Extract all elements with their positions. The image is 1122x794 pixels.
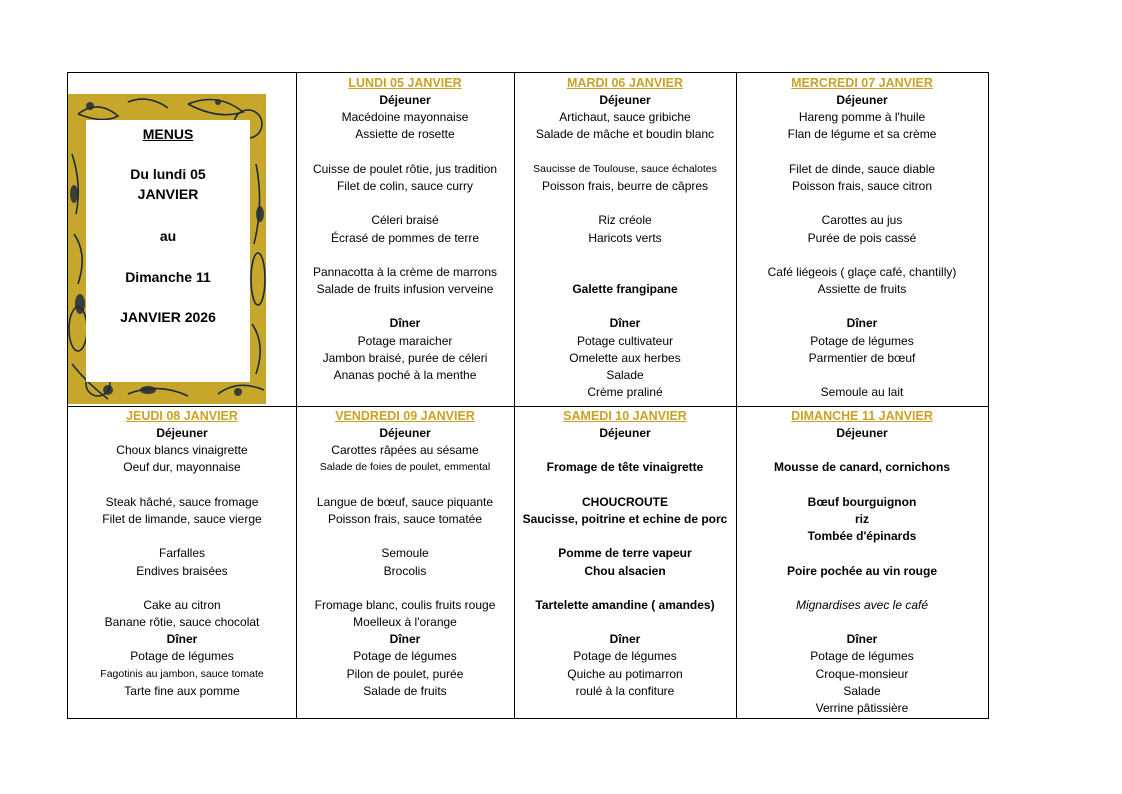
menu-item: Farfalles bbox=[158, 546, 205, 561]
day-cell-lundi bbox=[296, 74, 514, 384]
menu-item: Tarte fine aux pomme bbox=[124, 683, 240, 698]
day-cell-dimanche bbox=[736, 407, 988, 717]
menu-item: Flan de légume et sa crème bbox=[787, 127, 937, 142]
menu-spacer bbox=[736, 477, 988, 494]
menu-item: Semoule au lait bbox=[820, 385, 904, 400]
menu-item: Fromage blanc, coulis fruits rouge bbox=[314, 597, 496, 612]
menu-spacer bbox=[296, 298, 514, 315]
menu-item: Endives braisées bbox=[136, 563, 228, 578]
menu-spacer bbox=[514, 477, 736, 494]
menu-item: Dîner bbox=[166, 632, 198, 647]
cover-title: MENUS bbox=[142, 126, 194, 142]
menu-spacer bbox=[514, 195, 736, 212]
menu-spacer bbox=[736, 298, 988, 315]
menu-item: Cuisse de poulet rôtie, jus tradition bbox=[312, 161, 498, 176]
day-menu bbox=[296, 92, 514, 384]
menu-item: Déjeuner bbox=[599, 93, 651, 107]
menu-item: Ananas poché à la menthe bbox=[333, 368, 477, 382]
menu-item: Potage cultivateur bbox=[576, 333, 674, 348]
menu-spacer bbox=[514, 442, 736, 459]
menu-item: Poisson frais, beurre de câpres bbox=[541, 178, 709, 193]
menu-item: Langue de bœuf, sauce piquante bbox=[316, 494, 494, 509]
menu-item: Saucisse de Toulouse, sauce échalotes bbox=[533, 162, 717, 175]
menu-item: Potage de légumes bbox=[130, 649, 234, 664]
menu-item: Hareng pomme à l'huile bbox=[798, 110, 926, 125]
cover-date-from-month: JANVIER bbox=[137, 186, 199, 202]
menu-item: Filet de colin, sauce curry bbox=[336, 178, 474, 193]
menu-item: Carottes au jus bbox=[821, 213, 903, 228]
menu-item: Filet de dinde, sauce diable bbox=[788, 161, 936, 176]
menu-item: Déjeuner bbox=[836, 426, 888, 440]
menu-item: Salade de foies de poulet, emmental bbox=[319, 461, 491, 474]
menu-item: Salade de fruits infusion verveine bbox=[316, 282, 494, 297]
menu-spacer bbox=[296, 580, 514, 597]
menu-item: Saucisse, poitrine et echine de porc bbox=[522, 511, 728, 526]
menu-item: Quiche au potimarron bbox=[567, 666, 683, 681]
menu-spacer bbox=[736, 367, 988, 384]
menu-item: Café liégeois ( glaçe café, chantilly) bbox=[767, 264, 957, 279]
menu-item: Pilon de poulet, purée bbox=[346, 666, 464, 681]
menu-item: Oeuf dur, mayonnaise bbox=[123, 460, 241, 475]
menu-item: Mousse de canard, cornichons bbox=[773, 460, 951, 475]
menu-spacer bbox=[68, 528, 296, 545]
day-heading: LUNDI 05 JANVIER bbox=[348, 76, 462, 90]
menu-item: Potage maraicher bbox=[357, 333, 453, 348]
menu-item: Poisson frais, sauce citron bbox=[791, 178, 933, 193]
day-menu bbox=[296, 425, 514, 700]
day-cell-samedi bbox=[514, 407, 736, 700]
menu-spacer bbox=[514, 264, 736, 281]
day-menu bbox=[68, 425, 296, 700]
menu-spacer bbox=[296, 528, 514, 545]
menu-spacer bbox=[514, 528, 736, 545]
menu-item: Banane rôtie, sauce chocolat bbox=[104, 615, 260, 630]
menu-item: Déjeuner bbox=[379, 93, 431, 107]
menu-item: Dîner bbox=[389, 316, 421, 331]
menu-item: Semoule bbox=[381, 546, 429, 561]
day-heading: VENDREDI 09 JANVIER bbox=[335, 409, 475, 423]
menu-item: Omelette aux herbes bbox=[569, 350, 681, 365]
day-heading: SAMEDI 10 JANVIER bbox=[563, 409, 687, 423]
menu-item: Salade bbox=[606, 368, 644, 382]
cover-date-to: Dimanche 11 bbox=[125, 269, 211, 285]
day-heading: DIMANCHE 11 JANVIER bbox=[791, 409, 933, 423]
menu-item: Fromage de tête vinaigrette bbox=[546, 460, 704, 475]
menu-item: Galette frangipane bbox=[572, 282, 678, 297]
menu-item: Déjeuner bbox=[599, 426, 651, 440]
menu-item: Jambon braisé, purée de céleri bbox=[322, 350, 488, 365]
menu-spacer bbox=[514, 247, 736, 264]
menu-item: Bœuf bourguignon bbox=[807, 494, 917, 509]
day-menu bbox=[736, 425, 988, 717]
menu-item: Purée de pois cassé bbox=[807, 230, 917, 245]
menu-item: Céleri braisé bbox=[371, 213, 439, 228]
day-menu bbox=[736, 92, 988, 401]
day-cell-mercredi bbox=[736, 74, 988, 401]
day-menu bbox=[514, 92, 736, 401]
menu-spacer bbox=[736, 442, 988, 459]
day-heading: MARDI 06 JANVIER bbox=[567, 76, 683, 90]
menu-item: Parmentier de bœuf bbox=[808, 350, 916, 365]
menu-spacer bbox=[296, 144, 514, 161]
menu-spacer bbox=[514, 580, 736, 597]
day-heading: JEUDI 08 JANVIER bbox=[126, 409, 238, 423]
menu-item: Salade de mâche et boudin blanc bbox=[535, 127, 715, 142]
cover-au: au bbox=[159, 228, 177, 244]
menu-item: Potage de légumes bbox=[353, 649, 457, 664]
menu-item: Chou alsacien bbox=[584, 563, 666, 578]
menu-item: Brocolis bbox=[383, 563, 427, 578]
menu-item: Dîner bbox=[609, 316, 641, 331]
menu-item: Fagotinis au jambon, sauce tomate bbox=[100, 667, 264, 680]
menu-item: Pannacotta à la crème de marrons bbox=[312, 264, 498, 279]
menu-item: Haricots verts bbox=[588, 230, 662, 245]
day-cell-mardi bbox=[514, 74, 736, 401]
menu-item: Steak hâché, sauce fromage bbox=[105, 494, 259, 509]
menu-item: Riz créole bbox=[598, 213, 652, 228]
menu-item: Salade de fruits bbox=[363, 683, 447, 698]
menu-item: Choux blancs vinaigrette bbox=[116, 443, 248, 458]
menu-item: Dîner bbox=[609, 632, 641, 647]
menu-item: roulé à la confiture bbox=[575, 683, 675, 698]
day-cell-vendredi bbox=[296, 407, 514, 700]
menu-item: Assiette de rosette bbox=[355, 127, 455, 142]
menu-spacer bbox=[68, 477, 296, 494]
menu-spacer bbox=[296, 247, 514, 264]
menu-spacer bbox=[514, 298, 736, 315]
menu-item: Tombée d'épinards bbox=[807, 529, 917, 544]
menu-item: Dîner bbox=[389, 632, 421, 647]
menu-item: Écrasé de pommes de terre bbox=[330, 230, 480, 245]
menu-item: Déjeuner bbox=[156, 426, 208, 440]
menu-item: Crème praliné bbox=[587, 385, 663, 400]
cover-date-to-month: JANVIER 2026 bbox=[120, 309, 216, 325]
menu-spacer bbox=[736, 614, 988, 631]
menu-item: Salade bbox=[843, 683, 881, 698]
day-cell-jeudi bbox=[68, 407, 296, 700]
menu-spacer bbox=[514, 614, 736, 631]
menu-spacer bbox=[296, 477, 514, 494]
menu-item: Artichaut, sauce gribiche bbox=[559, 110, 691, 125]
menu-spacer bbox=[736, 247, 988, 264]
menu-spacer bbox=[514, 144, 736, 161]
menu-item: Pomme de terre vapeur bbox=[558, 546, 692, 561]
menu-item: Croque-monsieur bbox=[815, 666, 909, 681]
menu-item: Moelleux à l'orange bbox=[353, 615, 457, 630]
menu-spacer bbox=[736, 144, 988, 161]
menu-item: Dîner bbox=[846, 632, 878, 647]
menu-item: Dîner bbox=[846, 316, 878, 331]
menu-item: Déjeuner bbox=[379, 426, 431, 440]
menu-item: Potage de légumes bbox=[810, 333, 914, 348]
menu-spacer bbox=[736, 545, 988, 562]
menu-item: riz bbox=[854, 511, 869, 526]
menu-item: Cake au citron bbox=[143, 597, 221, 612]
menu-item: Potage de légumes bbox=[810, 649, 914, 664]
menu-item: Poire pochée au vin rouge bbox=[786, 563, 938, 578]
menu-spacer bbox=[296, 195, 514, 212]
menu-item: Carottes râpées au sésame bbox=[331, 443, 479, 458]
menu-spacer bbox=[68, 580, 296, 597]
menu-item: Verrine pâtissière bbox=[815, 701, 909, 715]
menu-item: Mignardises avec le café bbox=[795, 597, 929, 612]
menu-item: Macédoine mayonnaise bbox=[341, 110, 469, 125]
menu-item: Tartelette amandine ( amandes) bbox=[535, 597, 715, 612]
menu-item: Filet de limande, sauce vierge bbox=[102, 511, 262, 526]
menu-item: Déjeuner bbox=[836, 93, 888, 107]
day-heading: MERCREDI 07 JANVIER bbox=[791, 76, 933, 90]
menu-spacer bbox=[736, 580, 988, 597]
day-menu bbox=[514, 425, 736, 700]
menu-item: Poisson frais, sauce tomatée bbox=[327, 511, 483, 526]
menu-item: Assiette de fruits bbox=[817, 282, 907, 297]
menu-item: Potage de légumes bbox=[573, 649, 677, 664]
cover-title-box bbox=[86, 120, 250, 382]
menu-item: CHOUCROUTE bbox=[582, 494, 668, 509]
menu-spacer bbox=[736, 195, 988, 212]
cover-date-from: Du lundi 05 bbox=[130, 166, 206, 182]
